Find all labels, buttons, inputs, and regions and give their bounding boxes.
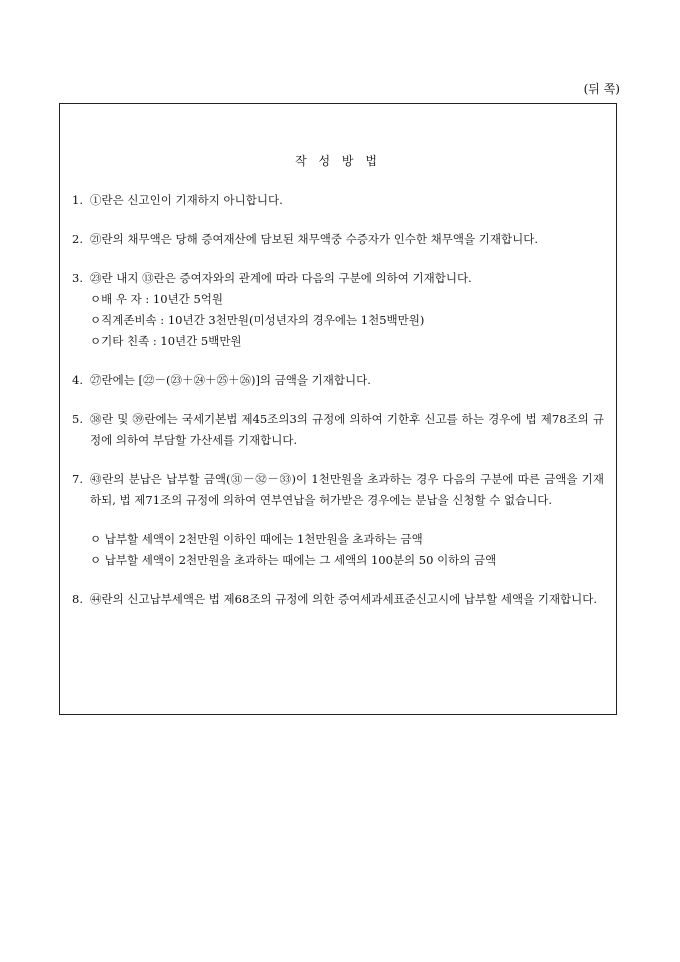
- instruction-item-1: [72, 190, 604, 211]
- sub-item-lineal: ㅇ직계존비속 : 10년간 3천만원(미성년자의 경우에는 1천5백만원): [90, 313, 425, 327]
- item-text: ①란은 신고인이 기재하지 아니합니다.: [90, 193, 283, 207]
- item-number: 2.: [72, 232, 83, 246]
- item-text: ㉗란에는 [㉒－(㉓＋㉔＋㉕＋㉖)]의 금액을 기재합니다.: [90, 373, 371, 387]
- item-number: 8.: [72, 592, 83, 606]
- item-number: 5.: [72, 412, 83, 426]
- item-text: ㊳란 및 ㊴란에는 국세기본법 제45조의3의 규정에 의하여 기한후 신고를 하는 경우에 법 제78조의 규정에 의하여 부담할 가산세를 기재합니다.: [90, 412, 604, 447]
- instruction-list: [72, 190, 604, 628]
- instruction-item-2: [72, 229, 604, 250]
- sub-item-other: ㅇ기타 친족 : 10년간 5백만원: [90, 334, 242, 348]
- item-text: ㉓란 내지 ⑬란은 증여자와의 관계에 따라 다음의 구분에 의하여 기재합니다.: [90, 271, 472, 285]
- instruction-item-8: [72, 589, 604, 610]
- instruction-item-7: [72, 469, 604, 571]
- item-text: ㊸란의 분납은 납부할 금액(㉛－㉜－㉝)이 1천만원을 초과하는 경우 다음의 구분에 따른 금액을 기재하되, 법 제71조의 규정에 의하여 연부연납을 허가받은 경우에는 분납을 신청할 수 없습니다.: [90, 472, 604, 507]
- item-number: 1.: [72, 193, 83, 207]
- instruction-frame: [59, 103, 617, 715]
- item-number: 4.: [72, 373, 83, 387]
- instruction-item-4: [72, 370, 604, 391]
- item-text: ㊹란의 신고납부세액은 법 제68조의 규정에 의한 증여세과세표준신고시에 납부할 세액을 기재합니다.: [90, 592, 598, 606]
- instruction-item-3: [72, 268, 604, 352]
- sub-item-under-20m: ㅇ 납부할 세액이 2천만원 이하인 때에는 1천만원을 초과하는 금액: [90, 532, 423, 546]
- page-side-label: (뒤 쪽): [583, 82, 620, 96]
- item-number: 7.: [72, 472, 83, 486]
- instruction-item-5: [72, 409, 604, 451]
- document-title: 작 성 방 법: [295, 154, 381, 168]
- sub-item-over-20m: ㅇ 납부할 세액이 2천만원을 초과하는 때에는 그 세액의 100분의 50 이하의 금액: [90, 553, 497, 567]
- item-text: ㉑란의 채무액은 당해 증여재산에 담보된 채무액중 수증자가 인수한 채무액을 기재합니다.: [90, 232, 538, 246]
- sub-item-spouse: ㅇ배 우 자 : 10년간 5억원: [90, 292, 223, 306]
- item-number: 3.: [72, 271, 83, 285]
